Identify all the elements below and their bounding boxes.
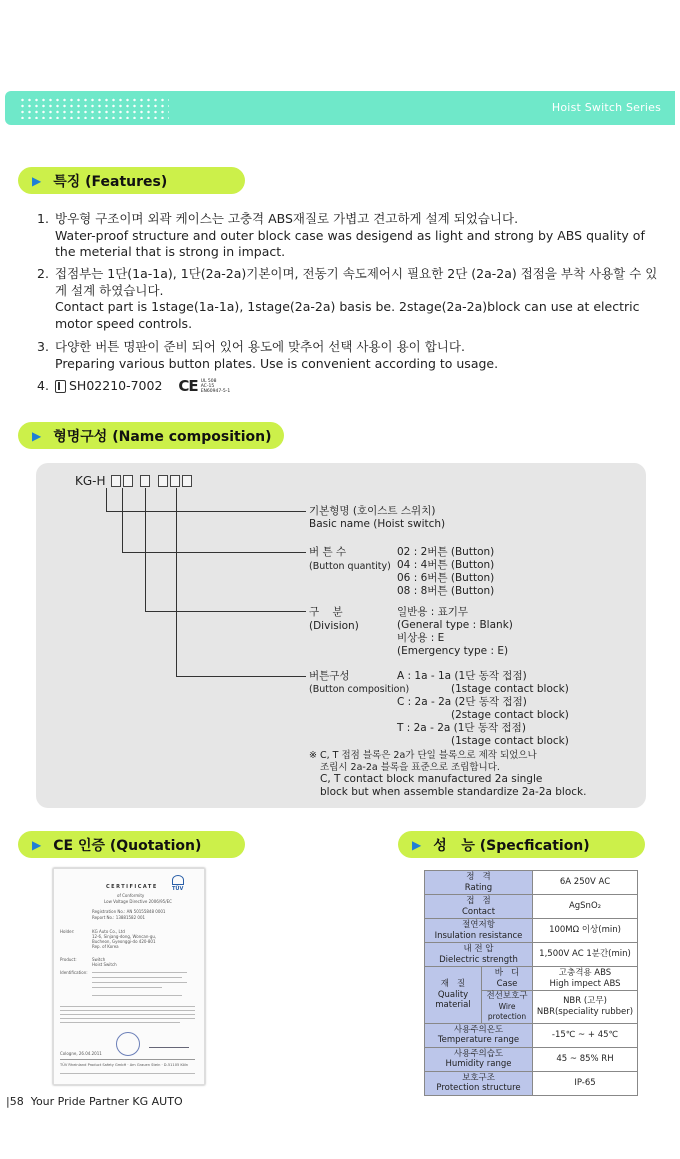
item-number: 3.: [37, 339, 49, 354]
label-en: Wire protection: [487, 1001, 527, 1021]
label-en: material: [435, 1000, 471, 1010]
spec-label: [425, 943, 533, 967]
label-ko: 전선보호구: [486, 991, 528, 1001]
division-value: 비상용 : E: [397, 632, 445, 644]
spec-label: [425, 1071, 533, 1095]
cert-date: Cologne, 26.04.2011: [60, 1051, 102, 1056]
feature-ko: 다양한 버튼 명판이 준비 되어 있어 용도에 맞추어 선택 사용이 용이 합니다.: [55, 339, 465, 354]
code-slot: [182, 475, 192, 487]
qty-value: 02 : 2버튼 (Button): [397, 546, 495, 558]
connector-line: [145, 611, 306, 612]
name-composition-box: [36, 463, 646, 808]
spec-label: [425, 1023, 533, 1047]
tuv-logo-text: TÜV: [172, 886, 184, 892]
division-value: 일반용 : 표기무: [397, 606, 469, 618]
name-composition-title: 형명구성 (Name composition): [53, 428, 272, 445]
label-ko: 바 디: [494, 968, 520, 978]
label-en: Rating: [464, 882, 493, 893]
triangle-icon: ▶: [32, 428, 42, 443]
composition-label-en: (Button composition): [309, 684, 410, 695]
value-ko: 고충격용 ABS: [558, 968, 612, 978]
spec-value: -15℃ ~ + 45℃: [533, 1023, 638, 1047]
composition-value: C : 2a - 2a (2단 동작 접점): [397, 696, 527, 708]
connector-line: [122, 488, 123, 552]
page-footer: |58 Your Pride Partner KG AUTO: [6, 1095, 183, 1108]
qty-value: 08 : 8버튼 (Button): [397, 585, 495, 597]
spec-row: [425, 919, 638, 943]
cert-product: Switch: [92, 957, 106, 962]
name-composition-heading: [18, 422, 284, 449]
spec-value: AgSnO₂: [533, 895, 638, 919]
spec-value: IP-65: [533, 1071, 638, 1095]
cert-sub: Low Voltage Directive 2006/95/EC: [104, 899, 172, 904]
note-en-2: block but when assemble standardize 2a-2a block.: [320, 786, 587, 798]
label-ko: 사용주의온도: [453, 1024, 504, 1035]
code-slot: [158, 475, 168, 487]
spec-table: [424, 870, 638, 1096]
note-ko-1: ※ C, T 접점 블록은 2a가 단일 블록으로 제작 되었으나: [309, 750, 537, 761]
case-value: [533, 967, 638, 991]
note-en-1: C, T contact block manufactured 2a single: [320, 773, 543, 785]
connector-line: [106, 511, 306, 512]
label-en: Quality: [437, 989, 469, 1000]
feature-en: Water-proof structure and outer block case was desigend as light and strong by ABS quality of the meterial that is strong in impact.: [55, 227, 645, 259]
value-ko: NBR (고무): [563, 996, 607, 1007]
spec-title: 성 능 (Specfication): [433, 837, 590, 854]
triangle-icon: ▶: [412, 837, 422, 852]
spec-row: [425, 1023, 638, 1047]
connector-line: [106, 488, 107, 511]
label-ko: 보호구조: [462, 1072, 495, 1083]
feature-item-3: [37, 339, 667, 372]
composition-value: (1stage contact block): [451, 735, 569, 747]
code-slot: [111, 475, 121, 487]
feature-ko: 접점부는 1단(1a-1a), 1단(2a-2a)기본이며, 전동기 속도제어시 필요한 2단 (2a-2a) 접점을 부착 사용할 수 있게 설계 하였습니다.: [55, 266, 658, 298]
wire-value: [533, 991, 638, 1024]
label-en: Case: [496, 978, 518, 989]
label-ko: 재 질: [440, 979, 466, 989]
feature-item-2: [37, 266, 667, 332]
cert-holder-line: 12-6, Sinjang-dong, Woncan-gu,: [92, 934, 157, 939]
header-band: [5, 91, 675, 125]
item-number: 4.: [37, 378, 49, 393]
wire-label: [482, 991, 533, 1024]
cert-ident-label: Identification:: [60, 970, 88, 975]
feature-item-4: [37, 378, 667, 398]
feature-ko: 방우형 구조이며 외곽 케이스는 고충격 ABS재질로 가볍고 견고하게 설계 되었습니다.: [55, 211, 519, 226]
composition-value: T : 2a - 2a (1단 동작 접점): [397, 722, 526, 734]
spec-heading: [398, 831, 645, 858]
composition-value: (2stage contact block): [451, 709, 569, 721]
cert-reg: Registration No.: AN 50155848 0001: [92, 909, 166, 914]
qty-value: 06 : 6버튼 (Button): [397, 572, 495, 584]
cert-holder-line: Rep. of Korea: [92, 944, 119, 949]
ce-heading: [18, 831, 245, 858]
composition-label-ko: 버튼구성: [309, 670, 350, 682]
tuv-logo-icon: [172, 875, 184, 885]
ce-title: CE 인증 (Quotation): [53, 837, 202, 854]
series-title: Hoist Switch Series: [551, 101, 661, 114]
cert-holder-line: KG Auto Co., Ltd: [92, 929, 125, 934]
label-en: Protection structure: [436, 1083, 521, 1093]
ce-mark: CE: [178, 377, 198, 395]
tuv-logo: [172, 875, 184, 892]
item-number: 2.: [37, 266, 49, 281]
code-prefix: KG-H: [75, 474, 106, 488]
label-ko: 정 격: [466, 872, 491, 882]
connector-line: [176, 676, 306, 677]
label-en: Contact: [461, 906, 496, 917]
spec-row: [425, 895, 638, 919]
feature-en: Contact part is 1stage(1a-1a), 1stage(2a-2a) basis be. 2stage(2a-2a)block can use at electric motor speed controls.: [55, 299, 640, 331]
connector-line: [176, 488, 177, 676]
label-en: Insulation resistance: [434, 930, 523, 941]
basic-name-ko: 기본형명 (호이스트 스위치): [309, 505, 436, 517]
features-title: 특징 (Features): [53, 173, 168, 190]
label-ko: 접 점: [466, 896, 491, 906]
spec-row: [425, 943, 638, 967]
cert-holder-line: Bucheon, Gyeonggi-do 420-801: [92, 939, 156, 944]
qty-value: 04 : 4버튼 (Button): [397, 559, 495, 571]
triangle-icon: ▶: [32, 173, 42, 188]
division-label-en: (Division): [309, 620, 359, 632]
label-ko: 절연저항: [462, 920, 495, 930]
division-label-ko: 구 분: [309, 606, 343, 618]
label-ko: 사용주의습도: [453, 1048, 504, 1059]
spec-label: [425, 871, 533, 895]
ce-line: EN60947-5-1: [200, 388, 231, 394]
composition-value: (1stage contact block): [451, 683, 569, 695]
spec-label: [425, 895, 533, 919]
connector-line: [145, 488, 146, 611]
spec-row: [425, 1071, 638, 1095]
division-value: (Emergency type : E): [397, 645, 509, 657]
case-label: [482, 967, 533, 991]
spec-value: 100MΩ 이상(min): [533, 919, 638, 943]
features-heading: [18, 167, 245, 194]
ce-standards: [201, 379, 231, 394]
cert-holder-label: Holder:: [60, 929, 75, 934]
value-en: NBR(speciality rubber): [536, 1006, 634, 1017]
dot-pattern: [19, 97, 169, 119]
spec-label: [425, 919, 533, 943]
cert-product-label: Product:: [60, 957, 77, 962]
ce-line: UL 508: [200, 378, 217, 384]
label-en: Dielectric strength: [439, 954, 518, 965]
label-en: Temperature range: [437, 1035, 520, 1045]
value-en: High impect ABS: [549, 978, 621, 989]
code-slot: [123, 475, 133, 487]
item-number: 1.: [37, 211, 49, 226]
qty-label-ko: 버 튼 수: [309, 546, 347, 558]
basic-name-en: Basic name (Hoist switch): [309, 518, 446, 530]
code-slot: [140, 475, 150, 487]
spec-row-material-case: [425, 967, 638, 991]
ce-line: AC-15: [200, 383, 215, 389]
triangle-icon: ▶: [32, 837, 42, 852]
spec-value: 6A 250V AC: [533, 871, 638, 895]
qty-label-en: (Button quantity): [309, 561, 391, 572]
cert-product: Hoist Switch: [92, 962, 117, 967]
label-ko: 내 전 압: [463, 944, 494, 954]
kc-mark-icon: [55, 380, 66, 393]
cert-sub: of Conformity: [117, 893, 145, 898]
spec-value: 1,500V AC 1분간(min): [533, 943, 638, 967]
spec-row: [425, 871, 638, 895]
code-slot: [170, 475, 180, 487]
cert-seal: [116, 1032, 140, 1056]
cert-heading: CERTIFICATE: [106, 884, 158, 890]
feature-item-1: [37, 211, 667, 261]
spec-value: 45 ~ 85% RH: [533, 1047, 638, 1071]
cert-footer: TÜV Rheinland Product Safety GmbH · Am Grauen Stein · D-51105 Köln: [60, 1063, 189, 1067]
kc-cert-number: SH02210-7002: [69, 378, 163, 393]
composition-value: A : 1a - 1a (1단 동작 접점): [397, 670, 527, 682]
label-en: Humidity range: [445, 1059, 512, 1069]
ce-certificate-image: [53, 868, 205, 1085]
connector-line: [122, 552, 306, 553]
feature-en: Preparing various button plates. Use is convenient according to usage.: [55, 355, 499, 371]
spec-label: [425, 1047, 533, 1071]
note-ko-2: 조립시 2a-2a 블록을 표준으로 조립합니다.: [320, 762, 500, 773]
spec-row: [425, 1047, 638, 1071]
material-label: [425, 967, 482, 1024]
division-value: (General type : Blank): [397, 619, 513, 631]
cert-report: Report No.: 13881582 001: [92, 915, 146, 920]
